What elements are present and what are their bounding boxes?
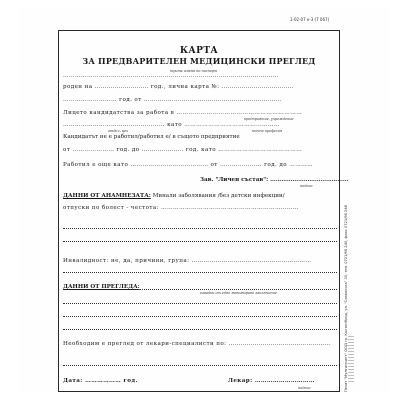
issued-line: ……………………… год. от …………………………………………………………… — [63, 97, 282, 103]
blank-line-2 — [63, 241, 337, 242]
blank-line-3 — [63, 272, 337, 273]
form-subtitle: ЗА ПРЕДВАРИТЕЛЕН МЕДИЦИНСКИ ПРЕГЛЕД — [82, 56, 316, 66]
dept-caption: отдел, цех — [108, 129, 129, 133]
form-title: КАРТА — [179, 46, 219, 56]
sick-leave-line: отпуски по болест - честота: …………………………………………………………… — [63, 205, 299, 211]
blank-line-1 — [63, 228, 337, 229]
born-line: роден на ……………………… год., лична карта №: ……………………………… — [63, 84, 294, 90]
paper-edge-marks — [348, 336, 354, 384]
printer-imprint: Печат "Мултипринт" ООД гр. Костинброд, ул. "Славянска" 30, тел. 0721/66 240, факс 0721/66 248 — [344, 205, 348, 392]
position-line: …………………………………………… като ………………………………………… — [63, 122, 281, 128]
worked-before-line: Кандидатът не е работил/работил е/ в същото предприятие — [63, 134, 240, 140]
invalidity-line: Инвалидност: не, да, причини, група: …………………………………………………… — [63, 258, 312, 264]
period-line: от ………………… год. до ………………… год. като …………………………………… — [63, 147, 303, 153]
exam-first-line — [130, 289, 337, 290]
anamnesis-heading: ДАННИ ОТ АНАМНЕЗАТА: — [63, 193, 151, 199]
blank-line-7 — [63, 365, 337, 366]
worked-also-line: Работил е още като ………………………………… от ………………… год. до ………… — [63, 162, 314, 168]
anamnesis-text: Минали заболявания /без детски инфекции/ — [152, 193, 285, 199]
profession-caption: точна професия — [252, 129, 283, 133]
doctor-signature-caption: подпис — [298, 386, 311, 390]
blank-line-4 — [63, 303, 337, 304]
blank-line-5 — [63, 316, 337, 317]
exam-heading: ДАННИ ОТ ПРЕГЛЕДА: — [63, 284, 140, 290]
enterprise-caption: предприятие, учреждение — [244, 117, 294, 121]
name-caption: трите имена по паспорт — [170, 69, 218, 73]
date-line: Дата: ……………… год. — [63, 378, 138, 384]
exam-caption: извадки от едно мотивирано заключение — [200, 291, 277, 295]
blank-line-6 — [63, 329, 337, 330]
form-code: 1-02-07 к-3 (7 067) — [290, 17, 330, 22]
name-line: ……………………………………………………………………………………………… — [63, 73, 279, 79]
apply-line: Лицето кандидатства за работа в ……………………………………………………… — [63, 110, 303, 116]
hr-head-line: Зав. "Личен състав": …………………………………… — [200, 177, 349, 183]
hr-signature-caption: подпис — [300, 184, 313, 188]
doctor-line: Лекар: ………………………… — [228, 378, 315, 384]
specialists-line: Необходим е преглед от лекари-специалисти по: …………………………………………… — [63, 341, 331, 347]
